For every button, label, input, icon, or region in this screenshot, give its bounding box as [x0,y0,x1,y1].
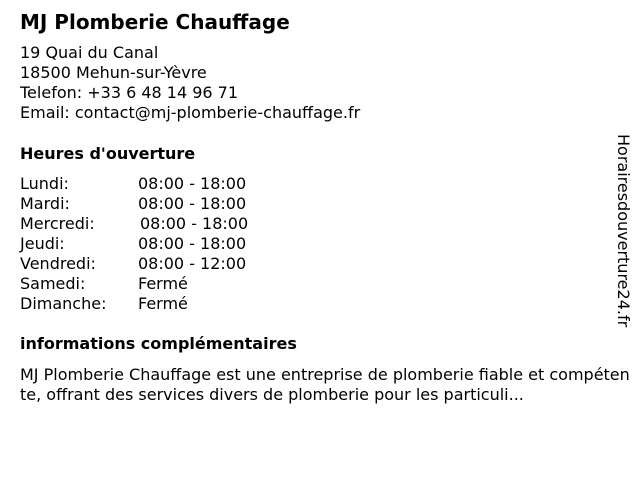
business-name: MJ Plomberie Chauffage [20,10,290,34]
hours-row [20,294,320,314]
hours-day: Vendredi: [20,254,96,273]
business-address [20,43,360,123]
hours-time: 08:00 - 18:00 [138,194,247,213]
opening-hours-heading: Heures d'ouverture [20,144,196,163]
hours-day: Samedi: [20,274,86,293]
hours-day: Dimanche: [20,294,107,313]
hours-day: Jeudi: [20,234,65,253]
hours-row [20,274,320,294]
watermark-text: Horairesdouverture24.fr [614,134,633,328]
hours-time: 08:00 - 18:00 [140,214,249,233]
hours-time: 08:00 - 18:00 [138,234,247,253]
city-address: 18500 Mehun-sur-Yèvre [20,63,207,82]
hours-day: Lundi: [20,174,69,193]
hours-row [20,194,320,214]
phone-number[interactable]: Telefon: +33 6 48 14 96 71 [20,83,239,102]
additional-info-heading: informations complémentaires [20,334,297,353]
hours-time: Fermé [138,274,188,293]
hours-row [20,174,320,194]
hours-row [20,234,320,254]
hours-time: Fermé [138,294,188,313]
hours-time: 08:00 - 12:00 [138,254,247,273]
watermark [612,134,634,344]
hours-row [20,214,320,234]
additional-info-text: MJ Plomberie Chauffage est une entreprise de plomberie fiable et compétente, offrant des services divers de plomberie pour les particuli... [20,365,630,404]
street-address: 19 Quai du Canal [20,43,159,62]
hours-day: Mardi: [20,194,70,213]
hours-time: 08:00 - 18:00 [138,174,247,193]
email-address[interactable]: Email: contact@mj-plomberie-chauffage.fr [20,103,361,122]
hours-row [20,254,320,274]
hours-day: Mercredi: [20,214,95,233]
opening-hours-table [20,174,320,314]
